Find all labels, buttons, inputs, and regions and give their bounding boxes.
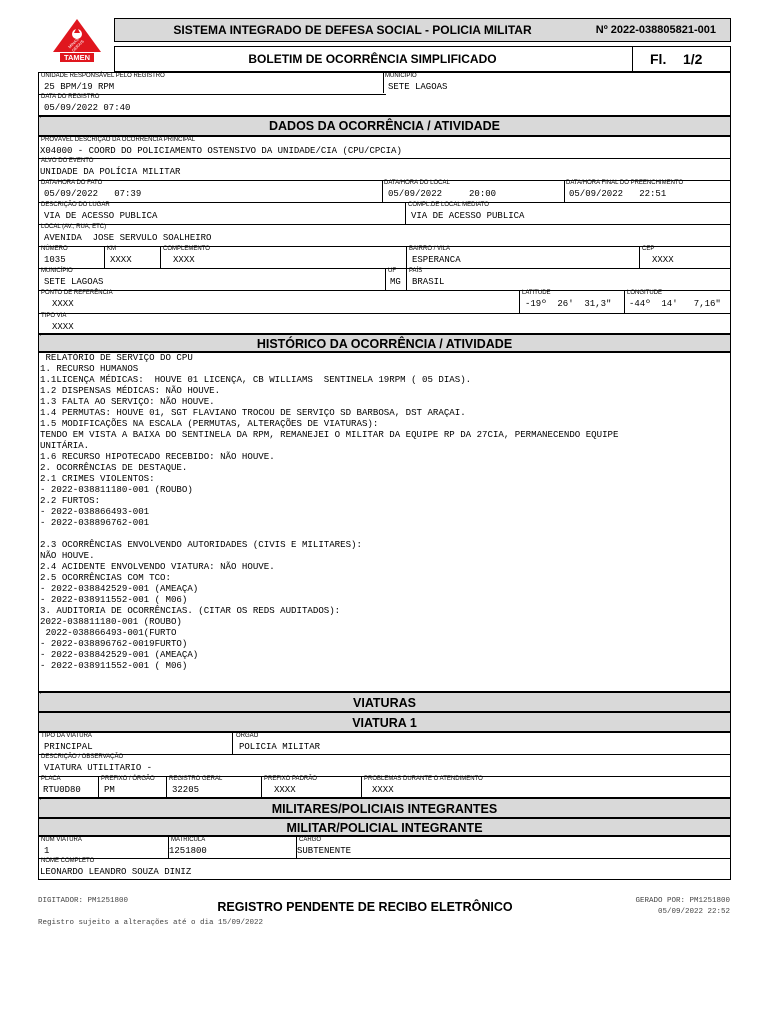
prefixo-padrao-value: XXXX <box>274 785 296 795</box>
data-final-label: DATA/HORA FINAL DO PREENCHIMENTO <box>566 180 684 186</box>
alvo-value: UNIDADE DA POLÍCIA MILITAR <box>40 167 181 177</box>
desc-lugar-label: DESCRIÇÃO DO LUGAR <box>41 202 110 208</box>
historico-line: 1.5 MODIFICAÇÕES NA ESCALA (PERMUTAS, ALTERAÇÕES DE VIATURAS): <box>40 418 379 429</box>
historico-line: - 2022-038896762-0019FURTO) <box>40 638 188 649</box>
doc-title-bar <box>114 46 731 72</box>
longitude-value: -44º 14' 7,16" <box>629 299 721 309</box>
complemento-value: XXXX <box>173 255 195 265</box>
historico-line: - 2022-038911552-001 ( M06) <box>40 594 188 605</box>
cep-value: XXXX <box>652 255 674 265</box>
prefixo-padrao-label: PREFIXO PADRÃO <box>264 776 317 782</box>
problemas-label: PROBLEMAS DURANTE O ATENDIMENTO <box>364 776 483 782</box>
historico-line: 2.1 CRIMES VIOLENTOS: <box>40 473 155 484</box>
footer-registro-pendente: REGISTRO PENDENTE DE RECIBO ELETRÔNICO <box>217 900 513 914</box>
historico-line: - 2022-038911552-001 ( M06) <box>40 660 188 671</box>
militar-block <box>38 836 731 880</box>
historico-line: - 2022-038896762-001 <box>40 517 150 528</box>
registro-geral-label: REGISTRO GERAL <box>169 776 223 782</box>
uf-value: MG <box>390 277 401 287</box>
numero-value: 1035 <box>44 255 66 265</box>
latitude-label: LATITUDE <box>522 290 551 296</box>
row-marker: ' <box>40 693 42 699</box>
problemas-value: XXXX <box>372 785 394 795</box>
viatura-block <box>38 732 731 798</box>
logradouro-value: AVENIDA JOSE SERVULO SOALHEIRO <box>44 233 212 243</box>
matricula-value: 1251800 <box>169 846 207 856</box>
descricao-viatura-label: DESCRIÇÃO / OBSERVAÇÃO <box>41 754 124 760</box>
footer-gerado-data: 05/09/2022 22:52 <box>657 908 730 916</box>
historico-line: - 2022-038842529-001 (AMEAÇA) <box>40 583 199 594</box>
uf-label: UF <box>388 268 396 274</box>
historico-line <box>40 528 730 539</box>
data-fato-value: 05/09/2022 07:39 <box>44 189 142 199</box>
referencia-label: PONTO DE REFERÊNCIA <box>41 290 113 296</box>
historico-line: 2.4 ACIDENTE ENVOLVENDO VIATURA: NÃO HOUVE. <box>40 561 275 572</box>
historico-line: - 2022-038866493-001 <box>40 506 150 517</box>
historico-line: UNITÁRIA. <box>40 440 90 451</box>
num-viatura-label: NUM VIATURA <box>41 837 82 843</box>
km-label: KM <box>107 246 116 252</box>
occurrence-number: Nº 2022-038805821-001 <box>595 24 716 36</box>
historico-line: 1.6 RECURSO HIPOTECADO RECEBIDO: NÃO HOUVE. <box>40 451 275 462</box>
orgao-value: POLICIA MILITAR <box>239 742 321 752</box>
prefixo-orgao-value: PM <box>104 785 115 795</box>
tipo-via-value: XXXX <box>52 322 74 332</box>
system-title: SISTEMA INTEGRADO DE DEFESA SOCIAL - POLICIA MILITAR <box>173 23 532 37</box>
data-local-value: 05/09/2022 20:00 <box>388 189 497 199</box>
compl-local-label: COMPL.DE LOCAL MEDIATO <box>408 202 489 208</box>
historico-text <box>40 352 730 671</box>
historico-line: 2.3 OCORRÊNCIAS ENVOLVENDO AUTORIDADES (CIVIS E MILITARES): <box>40 539 362 550</box>
doc-title: BOLETIM DE OCORRÊNCIA SIMPLIFICADO <box>248 52 497 66</box>
placa-value: RTU0D80 <box>43 785 81 795</box>
sheet-value: 1/2 <box>683 51 703 67</box>
municipio-registro-label: MUNICÍPIO <box>385 73 417 79</box>
data-registro-label: DATA DO REGISTRO <box>41 94 100 100</box>
pmmg-logo <box>52 18 102 64</box>
historico-line: 2.2 FURTOS: <box>40 495 101 506</box>
data-local-label: DATA/HORA DO LOCAL <box>384 180 450 186</box>
descricao-ocorrencia-value: X04000 - COORD DO POLICIAMENTO OSTENSIVO DA UNIDADE/CIA (CPU/CPCIA) <box>40 146 402 156</box>
ocorrencia-section-title: DADOS DA OCORRÊNCIA / ATIVIDADE <box>38 116 731 136</box>
placa-label: PLACA <box>41 776 61 782</box>
footer-digitador: DIGITADOR: PM1251800 <box>38 897 129 905</box>
historico-line: 2. OCORRÊNCIAS DE DESTAQUE. <box>40 462 188 473</box>
cep-label: CEP <box>642 246 655 252</box>
municipio-label: MUNICÍPIO <box>41 268 73 274</box>
historico-line: 1.4 PERMUTAS: HOUVE 01, SGT FLAVIANO TROCOU DE SERVIÇO SD BARBOSA, DST ARAÇAI. <box>40 407 466 418</box>
historico-line: 1.1LICENÇA MÉDICAS: HOUVE 01 LICENÇA, CB WILLIAMS SENTINELA 19RPM ( 05 DIAS). <box>40 374 472 385</box>
historico-line: NÃO HOUVE. <box>40 550 95 561</box>
data-fato-label: DATA/HORA DO FATO <box>41 180 103 186</box>
historico-block <box>38 352 731 692</box>
data-registro-value: 05/09/2022 07:40 <box>44 103 131 113</box>
tipo-viatura-value: PRINCIPAL <box>44 742 93 752</box>
num-viatura-value: 1 <box>44 846 50 856</box>
complemento-label: COMPLEMENTO <box>163 246 210 252</box>
desc-lugar-value: VIA DE ACESSO PUBLICA <box>44 211 158 221</box>
logo-top-text: MINAS GERAIS <box>67 36 85 53</box>
historico-line: 1.3 FALTA AO SERVIÇO: NÃO HOUVE. <box>40 396 215 407</box>
historico-line: RELATÓRIO DE SERVIÇO DO CPU <box>40 352 193 363</box>
municipio-value: SETE LAGOAS <box>44 277 104 287</box>
latitude-value: -19º 26' 31,3" <box>525 299 612 309</box>
bairro-label: BAIRRO / VILA <box>409 246 451 252</box>
municipio-registro-value: SETE LAGOAS <box>388 82 448 92</box>
tipo-via-label: TIPO VIA <box>41 313 67 319</box>
nome-completo-label: NOME COMPLETO <box>41 858 95 864</box>
numero-label: NÚMERO <box>41 246 68 252</box>
bairro-value: ESPERANCA <box>412 255 461 265</box>
row-marker: ' <box>40 117 42 123</box>
descricao-ocorrencia-label: PROVÁVEL DESCRIÇÃO DA OCORRÊNCIA PRINCIPAL <box>41 137 196 143</box>
militares-section-title: MILITARES/POLICIAIS INTEGRANTES <box>38 798 731 818</box>
historico-line: - 2022-038811180-001 (ROUBO) <box>40 484 193 495</box>
historico-line: 1.2 DISPENSAS MÉDICAS: NÃO HOUVE. <box>40 385 221 396</box>
unidade-label: UNIDADE RESPONSÁVEL PELO REGISTRO <box>41 73 165 79</box>
logradouro-label: LOCAL (AV., RUA, ETC) <box>41 224 107 230</box>
historico-line: 3. AUDITORIA DE OCORRÊNCIAS. (CITAR OS REDS AUDITADOS): <box>40 605 341 616</box>
logo-text: TAMEN <box>60 53 94 62</box>
km-value: XXXX <box>110 255 132 265</box>
viatura-1-title: VIATURA 1 <box>38 712 731 732</box>
registro-block <box>38 72 731 116</box>
viaturas-section-title: VIATURAS <box>38 692 731 712</box>
cargo-value: SUBTENENTE <box>297 846 352 856</box>
longitude-label: LONGITUDE <box>627 290 663 296</box>
orgao-label: ÓRGÃO <box>236 733 259 739</box>
historico-line: TENDO EM VISTA A BAIXA DO SENTINELA DA RPM, REMANEJEI O MILITAR DA EQUIPE RP DA 27CIA, PERMANECENDO EQUIPE <box>40 429 619 440</box>
historico-line: 2.5 OCORRÊNCIAS COM TCO: <box>40 572 171 583</box>
historico-line: - 2022-038842529-001 (AMEAÇA) <box>40 649 199 660</box>
referencia-value: XXXX <box>52 299 74 309</box>
sheet-label: Fl. <box>650 51 667 67</box>
historico-line: 1. RECURSO HUMANOS <box>40 363 139 374</box>
unidade-value: 25 BPM/19 RPM <box>44 82 115 92</box>
footer-sujeito: Registro sujeito a alterações até o dia 15/09/2022 <box>38 919 264 927</box>
row-marker: ' <box>40 335 42 341</box>
registro-geral-value: 32205 <box>172 785 200 795</box>
row-marker: ' <box>40 799 42 805</box>
historico-line: 2022-038866493-001(FURTO <box>40 627 177 638</box>
historico-section-title: HISTÓRICO DA OCORRÊNCIA / ATIVIDADE <box>38 334 731 352</box>
descricao-viatura-value: VIATURA UTILITARIO - <box>44 763 153 773</box>
matricula-label: MATRÍCULA <box>171 837 206 843</box>
cargo-label: CARGO <box>299 837 322 843</box>
prefixo-orgao-label: PREFIXO / ÓRGÃO <box>101 776 155 782</box>
data-final-value: 05/09/2022 22:51 <box>569 189 667 199</box>
nome-completo-value: LEONARDO LEANDRO SOUZA DINIZ <box>40 867 192 877</box>
ocorrencia-block <box>38 136 731 334</box>
pais-label: PAÍS <box>409 268 423 274</box>
historico-line: 2022-038811180-001 (ROUBO) <box>40 616 182 627</box>
militar-integrante-title: MILITAR/POLICIAL INTEGRANTE <box>38 818 731 836</box>
footer-gerado-por: GERADO POR: PM1251800 <box>635 897 730 905</box>
alvo-label: ALVO DO EVENTO <box>41 158 94 164</box>
pais-value: BRASIL <box>412 277 445 287</box>
system-title-bar <box>114 18 731 42</box>
compl-local-value: VIA DE ACESSO PUBLICA <box>411 211 525 221</box>
tipo-viatura-label: TIPO DA VIATURA <box>41 733 92 739</box>
